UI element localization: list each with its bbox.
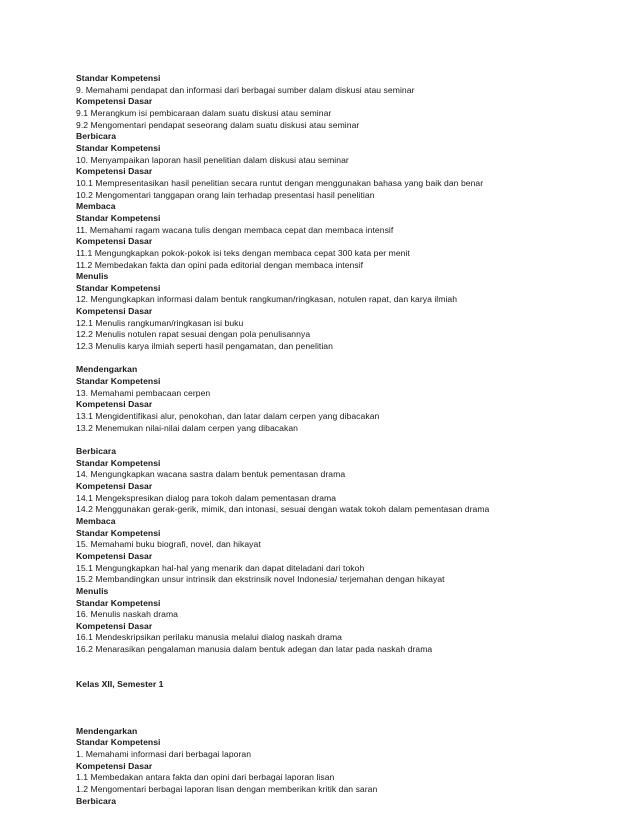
section-heading: Berbicara	[76, 445, 117, 456]
section-heading: Kompetensi Dasar	[76, 166, 153, 177]
section-spacer	[76, 691, 616, 714]
body-text-line: 10.2 Mengomentari tanggapan orang lain terhadap presentasi hasil penelitian	[76, 189, 375, 200]
section-heading: Menulis	[76, 271, 109, 282]
section-spacer	[76, 656, 616, 679]
section-heading: Kompetensi Dasar	[76, 550, 153, 561]
section-heading: Kompetensi Dasar	[76, 399, 153, 410]
section-heading: Standar Kompetensi	[76, 73, 161, 83]
body-text-line: 1. Memahami informasi dari berbagai laporan	[76, 748, 252, 759]
body-text-line: 10. Menyampaikan laporan hasil penelitian dalam diskusi atau seminar	[76, 154, 349, 165]
section-heading: Kompetensi Dasar	[76, 236, 153, 247]
section-heading: Standar Kompetensi	[76, 282, 161, 293]
section-heading: Standar Kompetensi	[76, 457, 161, 468]
section-heading: Menulis	[76, 585, 109, 596]
section-spacer	[76, 434, 616, 446]
section-heading: Kelas XII, Semester 1	[76, 679, 164, 690]
body-text-line: 11. Memahami ragam wacana tulis dengan membaca cepat dan membaca intensif	[76, 224, 394, 235]
body-text-line: 15.2 Membandingkan unsur intrinsik dan ekstrinsik novel Indonesia/ terjemahan dengan hikayat	[76, 574, 445, 585]
section-heading: Kompetensi Dasar	[76, 480, 153, 491]
body-text-line: 10.1 Mempresentasikan hasil penelitian secara runtut dengan menggunakan bahasa yang baik dan benar	[76, 177, 484, 188]
section-heading: Standar Kompetensi	[76, 142, 161, 153]
content-block	[76, 446, 616, 656]
section-spacer	[76, 353, 616, 365]
section-heading: Standar Kompetensi	[76, 212, 161, 223]
body-text-line: 9.1 Merangkum isi pembicaraan dalam suatu diskusi atau seminar	[76, 107, 332, 118]
section-heading: Membaca	[76, 201, 116, 212]
section-heading: Berbicara	[76, 131, 117, 142]
section-heading: Mendengarkan	[76, 725, 138, 736]
body-text-line: 16.1 Mendeskripsikan perilaku manusia melalui dialog naskah drama	[76, 632, 342, 643]
body-text-line: 9.2 Mengomentari pendapat seseorang dalam suatu diskusi atau seminar	[76, 119, 360, 130]
document-content	[76, 73, 616, 807]
section-heading: Membaca	[76, 515, 116, 526]
body-text-line: 1.2 Mengomentari berbagai laporan lisan dengan memberikan kritik dan saran	[76, 783, 378, 794]
content-block	[76, 364, 616, 434]
body-text-line: 14.2 Menggunakan gerak-gerik, mimik, dan intonasi, sesuai dengan watak tokoh dalam pementasan drama	[76, 504, 490, 515]
section-heading: Standar Kompetensi	[76, 376, 161, 387]
section-heading: Kompetensi Dasar	[76, 620, 153, 631]
content-block	[76, 679, 616, 691]
body-text-line: 12.1 Menulis rangkuman/ringkasan isi buku	[76, 317, 244, 328]
section-heading: Standar Kompetensi	[76, 527, 161, 538]
body-text-line: 13.2 Menemukan nilai-nilai dalam cerpen yang dibacakan	[76, 422, 298, 433]
body-text-line: 13.1 Mengidentifikasi alur, penokohan, dan latar dalam cerpen yang dibacakan	[76, 411, 380, 422]
body-text-line: 11.2 Membedakan fakta dan opini pada editorial dengan membaca intensif	[76, 259, 364, 270]
section-heading: Berbicara	[76, 795, 117, 806]
section-heading: Mendengarkan	[76, 364, 138, 375]
body-text-line: 16. Menulis naskah drama	[76, 609, 178, 620]
section-heading: Standar Kompetensi	[76, 737, 161, 748]
section-heading: Standar Kompetensi	[76, 597, 161, 608]
content-block	[76, 726, 616, 808]
body-text-line: 9. Memahami pendapat dan informasi dari berbagai sumber dalam diskusi atau seminar	[76, 84, 415, 95]
section-heading: Kompetensi Dasar	[76, 96, 153, 107]
body-text-line: 14.1 Mengekspresikan dialog para tokoh dalam pementasan drama	[76, 492, 337, 503]
section-spacer	[76, 714, 616, 726]
body-text-line: 12.3 Menulis karya ilmiah seperti hasil pengamatan, dan penelitian	[76, 341, 333, 352]
body-text-line: 12.2 Menulis notulen rapat sesuai dengan pola penulisannya	[76, 329, 311, 340]
body-text-line: 14. Mengungkapkan wacana sastra dalam bentuk pementasan drama	[76, 469, 346, 480]
body-text-line: 1.1 Membedakan antara fakta dan opini dari berbagai laporan lisan	[76, 772, 335, 783]
section-heading: Kompetensi Dasar	[76, 760, 153, 771]
section-heading: Kompetensi Dasar	[76, 306, 153, 317]
body-text-line: 11.1 Mengungkapkan pokok-pokok isi teks dengan membaca cepat 300 kata per menit	[76, 247, 410, 258]
body-text-line: 15. Memahami buku biografi, novel, dan hikayat	[76, 539, 261, 550]
body-text-line: 15.1 Mengungkapkan hal-hal yang menarik dan dapat diteladani dari tokoh	[76, 562, 365, 573]
body-text-line: 16.2 Menarasikan pengalaman manusia dalam bentuk adegan dan latar pada naskah drama	[76, 644, 433, 655]
body-text-line: 12. Mengungkapkan informasi dalam bentuk rangkuman/ringkasan, notulen rapat, dan karya ilmiah	[76, 294, 458, 305]
body-text-line: 13. Memahami pembacaan cerpen	[76, 387, 211, 398]
content-block	[76, 73, 616, 353]
